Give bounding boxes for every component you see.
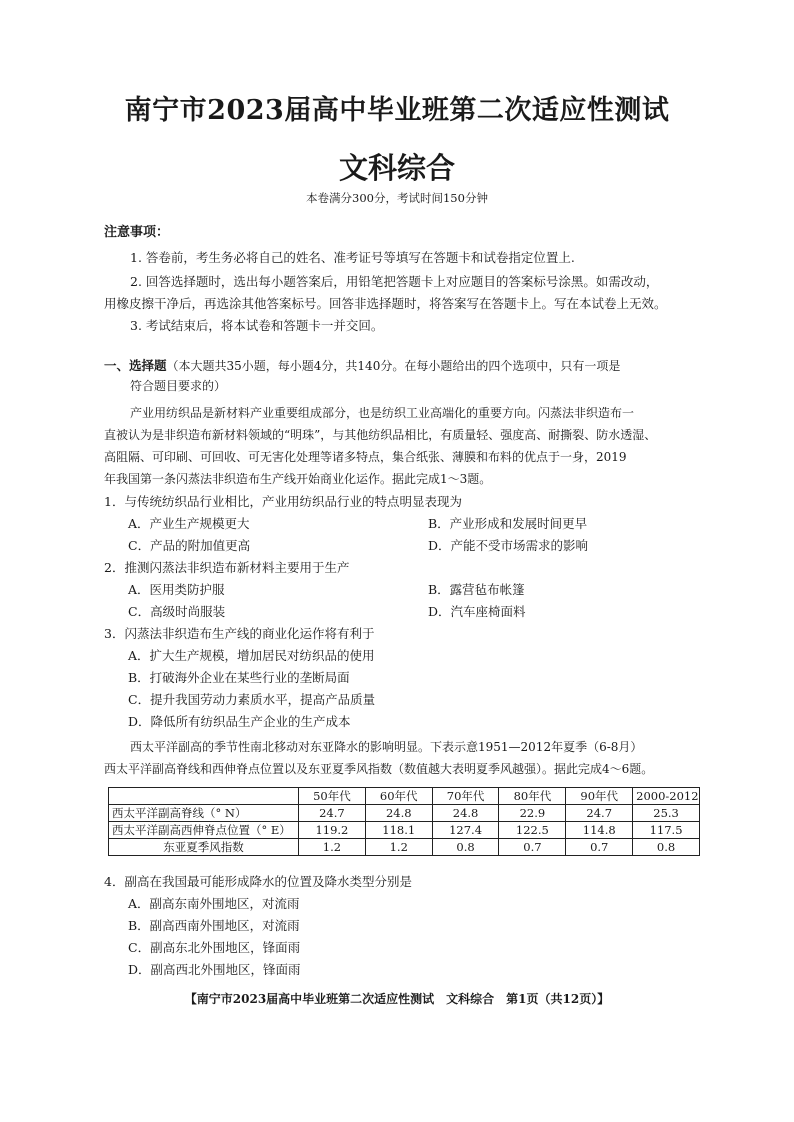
question-option: D．汽车座椅面料 bbox=[428, 604, 526, 619]
table-cell: 25.3 bbox=[633, 805, 700, 822]
table-row-header: 西太平洋副高脊线（° N） bbox=[109, 805, 299, 822]
table-cell: 0.8 bbox=[432, 839, 499, 856]
table-cell: 114.8 bbox=[566, 822, 633, 839]
table-row bbox=[109, 805, 700, 822]
exam-title: 南宁市2023届高中毕业班第二次适应性测试 bbox=[124, 95, 670, 126]
question-option: D．产能不受市场需求的影响 bbox=[428, 538, 589, 553]
table-cell: 22.9 bbox=[499, 805, 566, 822]
exam-meta: 本卷满分300分，考试时间150分钟 bbox=[306, 191, 488, 205]
table-header-cell: 50年代 bbox=[299, 788, 366, 805]
question-option: D．副高西北外围地区，锋面雨 bbox=[128, 962, 301, 977]
question-option: B．副高西南外围地区，对流雨 bbox=[128, 918, 300, 933]
table-cell: 1.2 bbox=[365, 839, 432, 856]
passage-line: 年我国第一条闪蒸法非织造布生产线开始商业化运作。据此完成1～3题。 bbox=[104, 472, 492, 486]
section-instruction: （本大题共35小题，每小题4分，共140分。在每小题给出的四个选项中，只有一项是 bbox=[166, 359, 621, 373]
section-heading-line bbox=[104, 356, 620, 374]
question-stem: 4．副高在我国最可能形成降水的位置及降水类型分别是 bbox=[104, 874, 412, 889]
passage-line: 高阻隔、可印刷、可回收、可无害化处理等诸多特点，集合纸张、薄膜和布料的优点于一身，2019 bbox=[104, 450, 627, 464]
table-row-header: 东亚夏季风指数 bbox=[109, 839, 299, 856]
section-instruction: 符合题目要求的） bbox=[130, 379, 227, 393]
table-cell: 0.7 bbox=[499, 839, 566, 856]
data-table bbox=[108, 787, 700, 856]
table-cell: 122.5 bbox=[499, 822, 566, 839]
notice-heading: 注意事项： bbox=[104, 225, 170, 240]
passage-line: 直被认为是非织造布新材料领域的“明珠”，与其他纺织品相比，有质量轻、强度高、耐撕裂、防水透湿、 bbox=[104, 428, 657, 442]
table-header-cell: 2000-2012 bbox=[633, 788, 700, 805]
notice-line: 3. 考试结束后，将本试卷和答题卡一并交回。 bbox=[130, 318, 384, 333]
passage-line: 西太平洋副高的季节性南北移动对东亚降水的影响明显。下表示意1951—2012年夏季（6-8月） bbox=[130, 740, 643, 754]
passage-line: 西太平洋副高脊线和西伸脊点位置以及东亚夏季风指数（数值越大表明夏季风越强）。据此完成4～6题。 bbox=[104, 762, 654, 776]
table-header-cell: 90年代 bbox=[566, 788, 633, 805]
table-cell: 24.7 bbox=[299, 805, 366, 822]
notice-line: 2. 回答选择题时，选出每小题答案后，用铅笔把答题卡上对应题目的答案标号涂黑。如需改动， bbox=[130, 274, 659, 289]
table-row bbox=[109, 839, 700, 856]
question-option: B．露营毡布帐篷 bbox=[428, 582, 525, 597]
question-option: C．产品的附加值更高 bbox=[128, 538, 251, 553]
table-header-cell: 60年代 bbox=[365, 788, 432, 805]
table-cell: 0.8 bbox=[633, 839, 700, 856]
question-option: A．扩大生产规模，增加居民对纺织品的使用 bbox=[128, 648, 375, 663]
table-header-cell: 80年代 bbox=[499, 788, 566, 805]
question-option: B．打破海外企业在某些行业的垄断局面 bbox=[128, 670, 350, 685]
table-cell: 0.7 bbox=[566, 839, 633, 856]
table-row-header: 西太平洋副高西伸脊点位置（° E） bbox=[109, 822, 299, 839]
table-cell: 118.1 bbox=[365, 822, 432, 839]
notice-line: 1. 答卷前，考生务必将自己的姓名、准考证号等填写在答题卡和试卷指定位置上. bbox=[130, 250, 575, 265]
table-header-row bbox=[109, 788, 700, 805]
question-option: C．副高东北外围地区，锋面雨 bbox=[128, 940, 301, 955]
question-option: C．提升我国劳动力素质水平，提高产品质量 bbox=[128, 692, 376, 707]
subject-title: 文科综合 bbox=[338, 151, 455, 185]
table-cell: 24.7 bbox=[566, 805, 633, 822]
page-footer: 【南宁市2023届高中毕业班第二次适应性测试 文科综合 第1页（共12页）】 bbox=[184, 992, 610, 1006]
question-option: C．高级时尚服装 bbox=[128, 604, 226, 619]
table-cell: 119.2 bbox=[299, 822, 366, 839]
question-option: A．医用类防护服 bbox=[128, 582, 225, 597]
table-cell: 127.4 bbox=[432, 822, 499, 839]
table-cell: 1.2 bbox=[299, 839, 366, 856]
question-option: D．降低所有纺织品生产企业的生产成本 bbox=[128, 714, 351, 729]
question-stem: 2．推测闪蒸法非织造布新材料主要用于生产 bbox=[104, 560, 350, 575]
table-cell: 24.8 bbox=[365, 805, 432, 822]
notice-line: 用橡皮擦干净后，再选涂其他答案标号。回答非选择题时，将答案写在答题卡上。写在本试卷上无效。 bbox=[104, 296, 667, 311]
question-option: B．产业形成和发展时间更早 bbox=[428, 516, 588, 531]
question-option: A．副高东南外围地区，对流雨 bbox=[128, 896, 300, 911]
table-header-cell: 70年代 bbox=[432, 788, 499, 805]
section-heading: 一、选择题 bbox=[104, 358, 167, 373]
question-stem: 1．与传统纺织品行业相比，产业用纺织品行业的特点明显表现为 bbox=[104, 494, 462, 509]
passage-line: 产业用纺织品是新材料产业重要组成部分，也是纺织工业高端化的重要方向。闪蒸法非织造布一 bbox=[130, 406, 635, 420]
table-cell: 24.8 bbox=[432, 805, 499, 822]
table-row bbox=[109, 822, 700, 839]
table-cell: 117.5 bbox=[633, 822, 700, 839]
table-header-cell bbox=[109, 788, 299, 805]
question-option: A．产业生产规模更大 bbox=[128, 516, 250, 531]
question-stem: 3．闪蒸法非织造布生产线的商业化运作将有利于 bbox=[104, 626, 375, 641]
